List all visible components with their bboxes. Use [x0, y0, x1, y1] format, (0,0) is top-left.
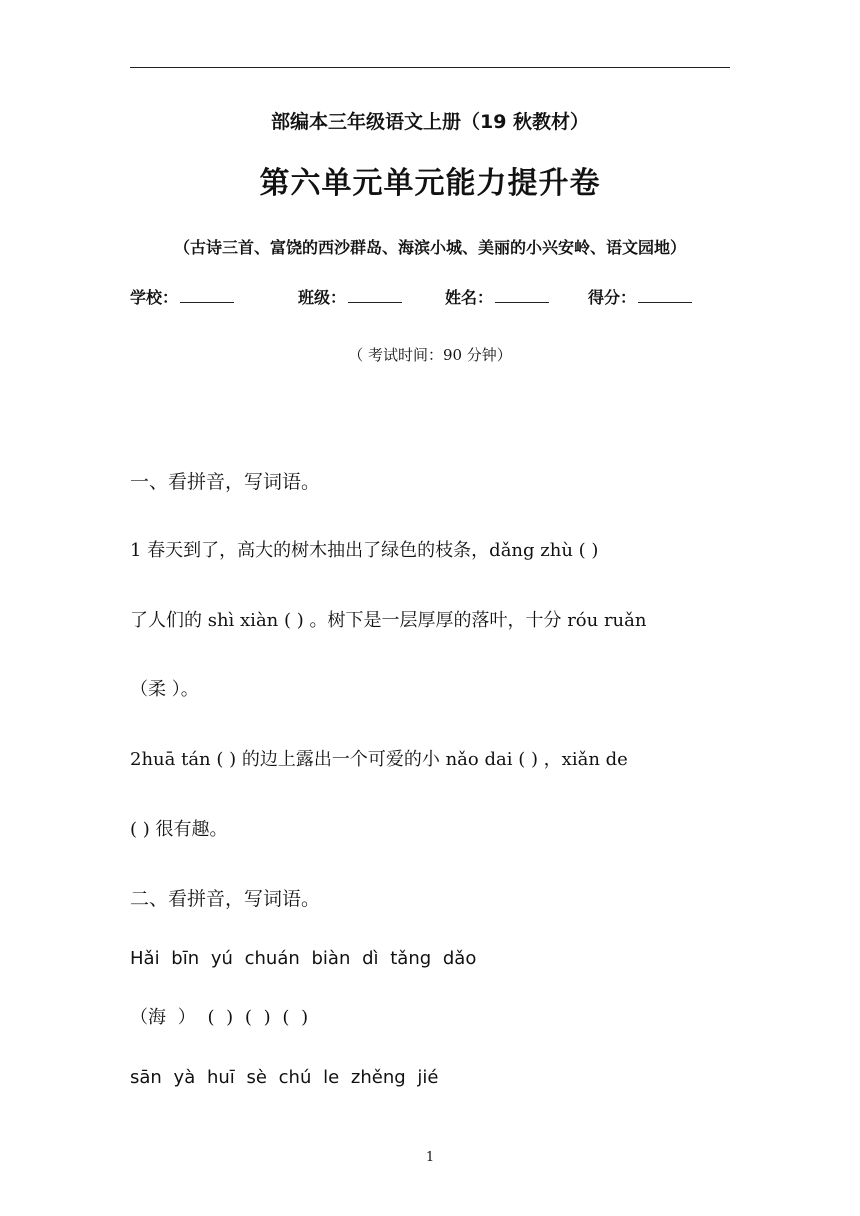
section2-answer-row-1: （海 ） ( ) ( ) ( ): [130, 1007, 309, 1028]
name-label: 姓名：: [445, 288, 494, 307]
section2-pinyin-row-1: Hǎi bīn yú chuán biàn dì tǎng dǎo: [130, 948, 477, 969]
section2-heading: 二、看拼音，写词语。: [130, 888, 321, 910]
school-label: 学校：: [130, 288, 179, 307]
class-field: [298, 285, 402, 308]
section2-pinyin-row-2: sān yà huī sè chú le zhěng jié: [130, 1067, 439, 1088]
name-field: [445, 285, 549, 308]
section1-heading: 一、看拼音，写词语。: [130, 471, 321, 493]
school-blank: [180, 288, 234, 303]
class-blank: [348, 288, 402, 303]
section1-line-3: （柔 ）。: [130, 679, 199, 700]
page-title: 第六单元单元能力提升卷: [259, 166, 601, 201]
score-label: 得分：: [588, 288, 637, 307]
name-blank: [495, 288, 549, 303]
score-field: [588, 285, 692, 308]
section1-line-2: 了人们的 shì xiàn ( ) 。树下是一层厚厚的落叶，十分 róu ruǎn: [130, 610, 647, 631]
page-number: 1: [425, 1150, 435, 1165]
school-field: [130, 285, 234, 308]
class-label: 班级：: [298, 288, 347, 307]
exam-time: （ 考试时间：90 分钟）: [348, 346, 512, 364]
section1-line-4: 2huā tán ( ) 的边上露出一个可爱的小 nǎo dai ( ) ，xiǎn de: [130, 749, 628, 770]
score-blank: [638, 288, 692, 303]
lessons-list: （古诗三首、富饶的西沙群岛、海滨小城、美丽的小兴安岭、语文园地）: [173, 238, 686, 257]
textbook-subtitle: 部编本三年级语文上册（19 秋教材）: [270, 111, 590, 133]
section1-line-5: ( ) 很有趣。: [130, 819, 228, 840]
header-rule: [130, 67, 730, 68]
section1-line-1: 1 春天到了，高大的树木抽出了绿色的枝条，dǎng zhù ( ): [130, 540, 599, 561]
